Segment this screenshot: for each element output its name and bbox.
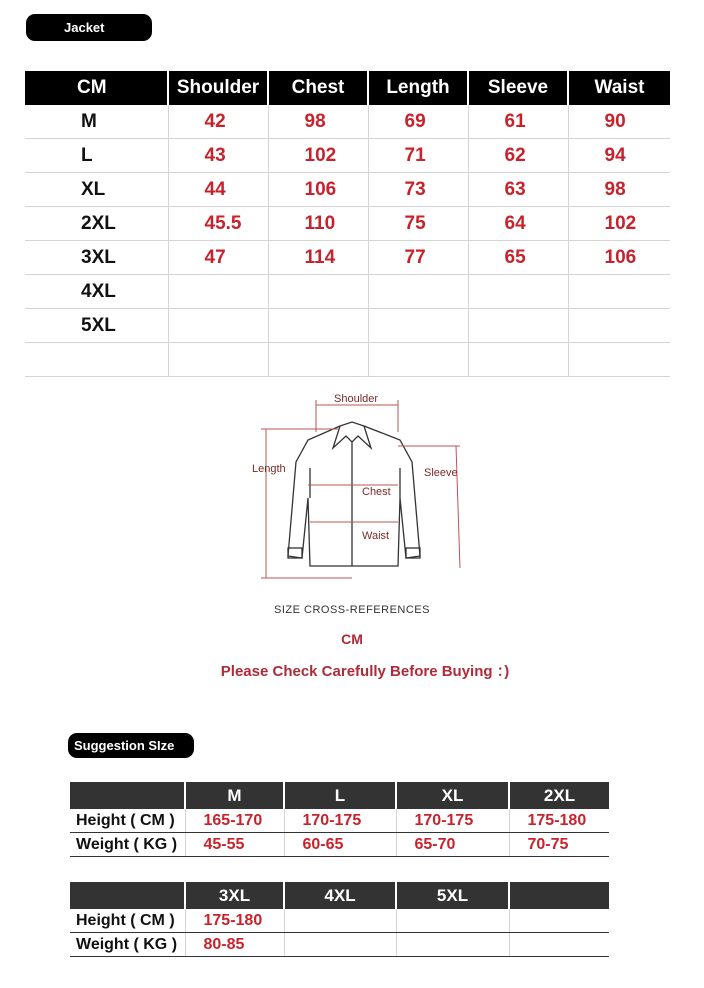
col-header-waist: Waist — [568, 71, 670, 105]
table-row — [25, 275, 670, 309]
sg1-header-m: M — [185, 782, 284, 809]
measurement-cell: 73 — [368, 173, 468, 207]
range-cell: 60-65 — [284, 833, 396, 857]
diagram-label-length: Length — [252, 463, 286, 475]
table-row — [25, 105, 670, 139]
measurement-cell: 64 — [468, 207, 568, 241]
measurement-cell — [568, 275, 670, 309]
diagram-caption: SIZE CROSS-REFERENCES — [274, 604, 430, 616]
measurement-cell — [568, 343, 670, 377]
size-cell: M — [25, 105, 168, 139]
table-row — [25, 343, 670, 377]
measurement-cell: 62 — [468, 139, 568, 173]
measurement-cell — [168, 275, 268, 309]
col-header-cm: CM — [25, 71, 168, 105]
measurement-cell: 110 — [268, 207, 368, 241]
range-cell — [396, 933, 509, 957]
col-header-length: Length — [368, 71, 468, 105]
measurement-cell: 61 — [468, 105, 568, 139]
row-label: Height ( CM ) — [70, 909, 185, 933]
measurement-cell: 47 — [168, 241, 268, 275]
check-note: Please Check Carefully Before Buying ：) — [220, 663, 510, 680]
measurement-cell — [468, 275, 568, 309]
row-label: Weight ( KG ) — [70, 933, 185, 957]
range-cell — [509, 933, 609, 957]
row-label: Height ( CM ) — [70, 809, 185, 833]
measurement-cell: 106 — [568, 241, 670, 275]
suggestion-table-1-header — [70, 782, 609, 809]
measurement-cell: 71 — [368, 139, 468, 173]
diagram-label-shoulder: Shoulder — [334, 393, 379, 405]
unit-label: CM — [341, 631, 363, 647]
sg2-header-blank — [70, 882, 185, 909]
sg2-header-4xl: 4XL — [284, 882, 396, 909]
range-cell — [284, 909, 396, 933]
diagram-label-chest: Chest — [362, 486, 391, 498]
measurement-cell: 90 — [568, 105, 670, 139]
table-row — [25, 173, 670, 207]
table-row — [70, 909, 609, 933]
size-cell: L — [25, 139, 168, 173]
suggestion-size-tag: Suggestion SIze — [68, 733, 194, 758]
range-cell: 45-55 — [185, 833, 284, 857]
measurement-cell — [368, 309, 468, 343]
range-cell: 175-180 — [509, 809, 609, 833]
range-cell — [509, 909, 609, 933]
sg2-header-blank-end — [509, 882, 609, 909]
jacket-measurement-diagram — [248, 388, 468, 583]
sg2-header-3xl: 3XL — [185, 882, 284, 909]
measurement-cell: 106 — [268, 173, 368, 207]
table-row — [70, 809, 609, 833]
measurement-cell — [568, 309, 670, 343]
range-cell: 170-175 — [396, 809, 509, 833]
range-cell: 165-170 — [185, 809, 284, 833]
measurement-cell — [368, 343, 468, 377]
measurement-cell — [268, 309, 368, 343]
measurement-cell: 75 — [368, 207, 468, 241]
jacket-icon — [288, 422, 420, 566]
diagram-label-waist: Waist — [362, 530, 390, 542]
range-cell: 80-85 — [185, 933, 284, 957]
range-cell: 175-180 — [185, 909, 284, 933]
measurement-cell — [168, 309, 268, 343]
range-cell: 70-75 — [509, 833, 609, 857]
sg1-header-blank — [70, 782, 185, 809]
measurement-cell — [168, 343, 268, 377]
measurement-cell: 102 — [568, 207, 670, 241]
diagram-label-sleeve: Sleeve — [424, 467, 458, 479]
suggestion-table-1 — [70, 782, 609, 857]
sg1-header-xl: XL — [396, 782, 509, 809]
table-row — [25, 207, 670, 241]
measurement-cell: 98 — [268, 105, 368, 139]
measurement-cell: 42 — [168, 105, 268, 139]
range-cell — [284, 933, 396, 957]
measurement-cell: 98 — [568, 173, 670, 207]
table-row — [25, 241, 670, 275]
measurement-cell: 114 — [268, 241, 368, 275]
col-header-sleeve: Sleeve — [468, 71, 568, 105]
sg1-header-2xl: 2XL — [509, 782, 609, 809]
measurement-cell — [468, 343, 568, 377]
range-cell: 65-70 — [396, 833, 509, 857]
measurement-cell: 43 — [168, 139, 268, 173]
size-cell: 5XL — [25, 309, 168, 343]
measurement-cell: 63 — [468, 173, 568, 207]
measurement-cell: 69 — [368, 105, 468, 139]
measurement-cell: 77 — [368, 241, 468, 275]
size-cell: 3XL — [25, 241, 168, 275]
table-row — [25, 309, 670, 343]
measurement-cell: 45.5 — [168, 207, 268, 241]
size-cell: 2XL — [25, 207, 168, 241]
measurement-cell: 94 — [568, 139, 670, 173]
measurement-cell — [268, 343, 368, 377]
range-cell — [396, 909, 509, 933]
measurement-cell: 44 — [168, 173, 268, 207]
suggestion-table-2-header — [70, 882, 609, 909]
size-table-header-row — [25, 71, 670, 105]
size-cell: 4XL — [25, 275, 168, 309]
range-cell: 170-175 — [284, 809, 396, 833]
size-table — [25, 71, 670, 377]
measurement-cell — [468, 309, 568, 343]
size-cell: XL — [25, 173, 168, 207]
col-header-chest: Chest — [268, 71, 368, 105]
sg2-header-5xl: 5XL — [396, 882, 509, 909]
table-row — [25, 139, 670, 173]
table-row — [70, 933, 609, 957]
measurement-cell: 65 — [468, 241, 568, 275]
sg1-header-l: L — [284, 782, 396, 809]
measurement-cell — [268, 275, 368, 309]
row-label: Weight ( KG ) — [70, 833, 185, 857]
measurement-cell: 102 — [268, 139, 368, 173]
suggestion-table-2 — [70, 882, 609, 957]
table-row — [70, 833, 609, 857]
jacket-tag: Jacket — [26, 14, 152, 41]
size-cell — [25, 343, 168, 377]
measurement-cell — [368, 275, 468, 309]
col-header-shoulder: Shoulder — [168, 71, 268, 105]
